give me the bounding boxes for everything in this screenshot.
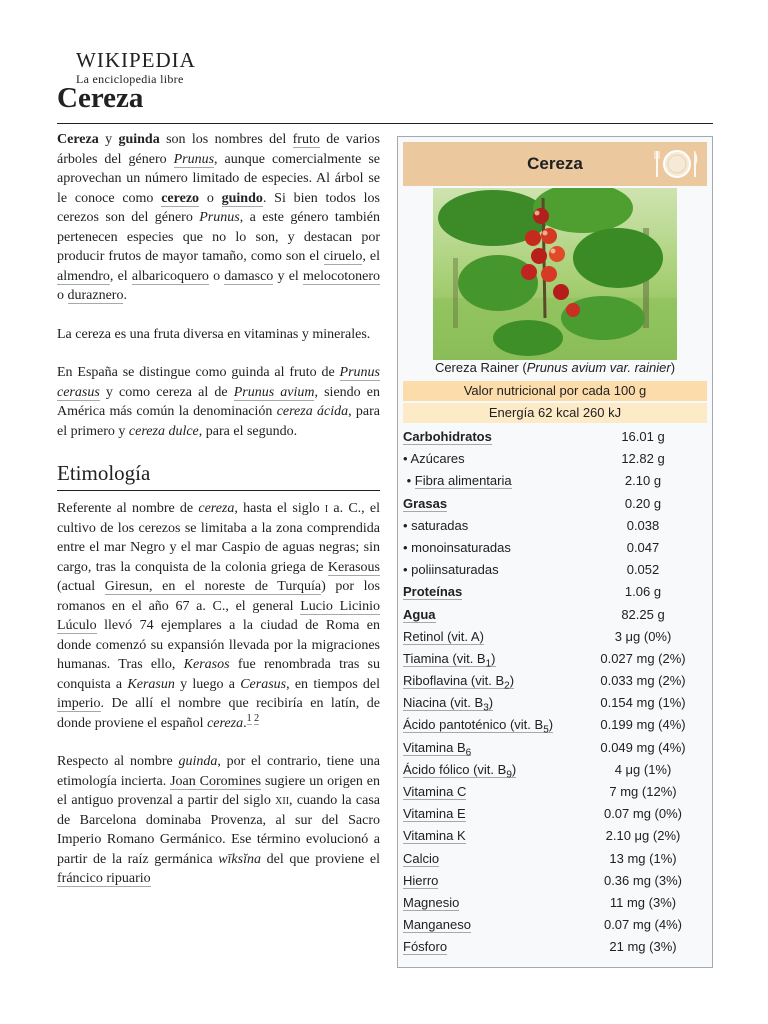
link-giresun[interactable]: Giresun, en el noreste de Turquía bbox=[104, 579, 322, 594]
nutrient-value: 0.07 mg (4%) bbox=[603, 917, 683, 933]
nutrient-value: 2.10 g bbox=[624, 473, 662, 489]
title-divider bbox=[57, 123, 713, 124]
link-albaricoquero[interactable]: albaricoquero bbox=[131, 268, 209, 284]
nutrient-value: 7 mg (12%) bbox=[609, 784, 677, 799]
nutrient-label bbox=[403, 936, 447, 958]
label-text: • monoinsaturadas bbox=[403, 539, 511, 555]
table-row bbox=[403, 781, 707, 803]
link-fruto[interactable]: fruto bbox=[292, 132, 320, 147]
nutrient-label bbox=[403, 648, 496, 670]
table-row bbox=[403, 914, 707, 936]
plate-icon bbox=[653, 148, 701, 180]
label-text: ) bbox=[511, 761, 517, 777]
text: Respecto al nombre bbox=[57, 754, 179, 769]
paragraph-intro bbox=[57, 130, 380, 306]
link-magnesio[interactable]: Magnesio bbox=[403, 894, 460, 910]
nutrient-label bbox=[403, 803, 466, 825]
subscript: 5 bbox=[543, 725, 549, 737]
text: y bbox=[98, 132, 119, 147]
link-melocotonero[interactable]: melocotonero bbox=[303, 268, 380, 284]
label-text: Tiamina (vit. B bbox=[403, 650, 486, 666]
label-text: Ácido fólico (vit. B bbox=[403, 761, 507, 777]
text: y como cereza al de bbox=[99, 384, 234, 400]
table-row bbox=[403, 737, 707, 759]
energy-row: Energía 62 kcal 260 kJ bbox=[403, 403, 707, 423]
link-almendro[interactable]: almendro bbox=[57, 268, 110, 284]
table-row bbox=[403, 515, 707, 537]
bold-term: Cereza bbox=[57, 132, 99, 147]
label-text: • Azúcares bbox=[403, 451, 465, 467]
label-text: ) bbox=[488, 695, 494, 711]
text: Cereza Rainer ( bbox=[434, 360, 527, 375]
table-row bbox=[403, 936, 707, 958]
nutrient-value: 12.82 g bbox=[621, 451, 665, 467]
text: son los nombres del bbox=[159, 132, 293, 147]
italic-text: cereza bbox=[198, 501, 235, 516]
nutrient-value: 21 mg (3%) bbox=[609, 939, 677, 955]
table-row bbox=[403, 448, 707, 470]
nutrient-value: 16.01 g bbox=[621, 429, 665, 444]
logo-tagline: La enciclopedia libre bbox=[76, 72, 184, 86]
nutrient-value: 0.047 bbox=[626, 539, 660, 555]
nutrient-value: 0.199 mg (4%) bbox=[600, 717, 686, 733]
reference-1[interactable]: 1 bbox=[246, 712, 252, 724]
italic-text: guinda bbox=[178, 754, 218, 769]
reference-2[interactable]: 2 bbox=[254, 712, 260, 724]
label-text: ) bbox=[491, 650, 496, 666]
subscript: 2 bbox=[504, 680, 510, 692]
nutrient-label bbox=[403, 626, 484, 648]
cherry-photo bbox=[433, 188, 677, 360]
text: En España se distingue como guinda al fruto de bbox=[57, 365, 340, 380]
table-row bbox=[403, 537, 707, 559]
nutrient-value: 3 μg (0%) bbox=[614, 628, 672, 644]
table-row bbox=[403, 803, 707, 825]
nutrient-label bbox=[403, 870, 438, 892]
link-riboflavina[interactable] bbox=[403, 673, 515, 692]
text: fue renombrada tras su conquista a bbox=[57, 657, 380, 692]
link-guindo[interactable]: guindo bbox=[221, 190, 263, 206]
text: . Si bien todos los cerezos son del género bbox=[57, 190, 380, 225]
link-hierro[interactable]: Hierro bbox=[403, 872, 439, 888]
text: . bbox=[123, 288, 127, 303]
subscript: 3 bbox=[483, 702, 489, 714]
nutrient-value: 11 mg (3%) bbox=[609, 894, 677, 910]
text: o bbox=[57, 288, 68, 303]
link-luculo[interactable]: Lucio Licinio Lúculo bbox=[57, 598, 381, 633]
text: y luego a bbox=[174, 676, 241, 692]
text: ) bbox=[670, 360, 676, 375]
link-manganeso[interactable]: Manganeso bbox=[403, 917, 471, 933]
nutrient-label bbox=[403, 825, 466, 847]
italic-text: wīksĭna bbox=[218, 851, 261, 867]
label-text: • poliinsaturadas bbox=[403, 562, 499, 578]
paragraph-etimologia-guinda bbox=[57, 752, 380, 889]
nutrient-value: 0.20 g bbox=[624, 495, 662, 511]
article-body bbox=[57, 130, 380, 908]
label-text: • saturadas bbox=[403, 517, 469, 533]
text: , para el segundo. bbox=[198, 423, 298, 439]
link-vitamina-e[interactable]: Vitamina E bbox=[403, 806, 466, 822]
link-prunus-avium[interactable]: Prunus avium bbox=[233, 384, 315, 400]
italic-text: cereza dulce bbox=[128, 423, 199, 439]
table-row bbox=[403, 692, 707, 714]
nutrient-label bbox=[403, 448, 465, 470]
link-retinol[interactable]: Retinol (vit. A) bbox=[403, 628, 484, 644]
page-title: Cereza bbox=[57, 82, 144, 114]
italic-text: cereza bbox=[207, 715, 244, 731]
label-text: ) bbox=[548, 717, 554, 733]
nutrient-label bbox=[403, 604, 436, 626]
nutrient-label bbox=[403, 581, 462, 603]
text: . De allí el nombre que recibiría en latín, de donde proviene el español bbox=[57, 696, 380, 731]
italic-text: Kerasos bbox=[183, 657, 230, 672]
text: a. C., el cultivo de los cerezos se limitaba a la zona comprendida entre el mar Negro y el mar Caspio de aguas negras; sin cargo, tras la conquista de la colonia griega de bbox=[57, 501, 381, 575]
nutrient-label: • Fibra alimentaria bbox=[403, 473, 512, 489]
text: o bbox=[208, 268, 225, 284]
italic-text: Prunus bbox=[199, 210, 240, 225]
table-row bbox=[403, 581, 707, 603]
table-row bbox=[403, 493, 707, 515]
image-caption bbox=[403, 360, 707, 375]
text: o bbox=[199, 190, 222, 206]
nutrient-label bbox=[403, 426, 492, 448]
nutrient-label bbox=[403, 493, 447, 515]
link-tiamina[interactable] bbox=[403, 650, 496, 670]
nutrient-value: 4 μg (1%) bbox=[614, 761, 672, 777]
section-heading-etimologia: Etimología bbox=[57, 460, 380, 491]
nutrient-value: 0.038 bbox=[626, 517, 660, 533]
link-duraznero[interactable]: duraznero bbox=[67, 288, 124, 303]
nutrient-value: 0.027 mg (2%) bbox=[600, 650, 686, 666]
link-vitamina-b6[interactable] bbox=[403, 739, 472, 759]
link-franco-ripuario[interactable]: fráncico ripuario bbox=[57, 871, 151, 886]
italic-text: Cerasus bbox=[240, 676, 287, 692]
link-acido-pantotenico[interactable] bbox=[403, 717, 554, 737]
nutrient-value: 0.07 mg (0%) bbox=[603, 806, 683, 822]
nutrient-value: 13 mg (1%) bbox=[609, 850, 677, 866]
link-fibra[interactable]: Fibra alimentaria bbox=[414, 473, 512, 489]
link-agua[interactable]: Agua bbox=[403, 606, 436, 622]
label-text: Ácido pantoténico (vit. B bbox=[403, 717, 544, 733]
nutrient-value: 2.10 μg (2%) bbox=[605, 828, 681, 844]
nutrient-label bbox=[403, 559, 499, 581]
nutrient-value: 0.154 mg (1%) bbox=[600, 695, 686, 711]
link-damasco[interactable]: damasco bbox=[224, 268, 274, 284]
paragraph-etimologia-cereza bbox=[57, 499, 380, 733]
table-row bbox=[403, 626, 707, 648]
nutrient-label bbox=[403, 670, 514, 692]
nutrient-label bbox=[403, 759, 516, 781]
nutrient-label bbox=[403, 692, 493, 714]
text: de varios árboles del género bbox=[57, 132, 380, 167]
bold-term: guinda bbox=[118, 132, 160, 147]
logo-wordmark: WIKIPEDIA bbox=[76, 48, 196, 72]
nutrient-value: 0.049 mg (4%) bbox=[600, 739, 686, 755]
text: , en tiempos del bbox=[286, 676, 381, 692]
table-row bbox=[403, 759, 707, 781]
link-vitamina-c[interactable]: Vitamina C bbox=[403, 784, 467, 799]
link-calcio[interactable]: Calcio bbox=[403, 850, 440, 866]
label-text: Niacina (vit. B bbox=[403, 695, 484, 711]
text: ) por los romanos en el año 67 a. C., el general bbox=[57, 579, 380, 614]
subscript: 6 bbox=[465, 747, 472, 759]
nutrient-label bbox=[403, 537, 511, 559]
text: , el bbox=[109, 268, 132, 284]
paragraph-espana bbox=[57, 363, 380, 441]
link-grasas[interactable]: Grasas bbox=[403, 495, 448, 511]
text: Referente al nombre de bbox=[57, 501, 199, 516]
table-row bbox=[403, 825, 707, 847]
text: sugiere un origen en el antiguo provenzal a partir del siglo bbox=[57, 773, 380, 808]
century-numeral: i bbox=[324, 501, 329, 516]
table-row bbox=[403, 892, 707, 914]
link-carbohidratos[interactable]: Carbohidratos bbox=[403, 429, 492, 444]
table-row bbox=[403, 670, 707, 692]
text: , siendo en América más común la denominación bbox=[57, 384, 380, 419]
table-row bbox=[403, 470, 707, 492]
link-proteinas[interactable]: Proteínas bbox=[403, 584, 463, 600]
nutrient-label bbox=[403, 914, 471, 936]
link-fosforo[interactable]: Fósforo bbox=[403, 939, 448, 955]
nutrient-value: 0.36 mg (3%) bbox=[603, 872, 683, 888]
nutrient-value: 82.25 g bbox=[621, 606, 665, 622]
nutrient-value: 0.052 bbox=[626, 562, 660, 578]
nutrient-value: 0.033 mg (2%) bbox=[600, 673, 686, 689]
text: , para el primero y bbox=[57, 404, 381, 439]
label-text: ) bbox=[509, 673, 515, 689]
label-text: Vitamina B bbox=[403, 739, 466, 755]
link-acido-folico[interactable] bbox=[403, 761, 517, 781]
link-prunus-cerasus[interactable]: Prunus cerasus bbox=[57, 365, 380, 400]
nutrient-value: 1.06 g bbox=[624, 584, 662, 600]
link-vitamina-k[interactable]: Vitamina K bbox=[403, 828, 466, 844]
nutrition-header: Valor nutricional por cada 100 g bbox=[403, 381, 707, 401]
text: del que proviene el bbox=[260, 851, 380, 867]
infobox bbox=[397, 136, 713, 968]
nutrient-label bbox=[403, 737, 471, 759]
nutrition-table bbox=[403, 426, 707, 959]
text: , aunque comercialmente se aprovechan un número limitado de especies. Al árbol se le conoce como bbox=[57, 151, 380, 206]
table-row bbox=[403, 714, 707, 736]
text: , por el contrario, tiene una etimología incierta. bbox=[57, 754, 381, 789]
text: , hasta el siglo bbox=[234, 501, 325, 516]
table-row bbox=[403, 426, 707, 448]
nutrient-label bbox=[403, 515, 468, 537]
subscript: 1 bbox=[485, 658, 492, 670]
italic-text: Prunus avium var. rainier bbox=[526, 360, 671, 375]
link-ciruelo[interactable]: ciruelo bbox=[323, 249, 363, 264]
link-niacina[interactable] bbox=[403, 695, 494, 714]
text: , cuando la casa de Barcelona dominaba Provenza, al sur del Sacro Imperio Romano Germánico. Ese término evolucionó a partir de la raíz germánica bbox=[57, 793, 381, 867]
table-row bbox=[403, 870, 707, 892]
italic-text: Kerasun bbox=[127, 676, 175, 692]
link-cerezo[interactable]: cerezo bbox=[161, 190, 200, 206]
table-row bbox=[403, 848, 707, 870]
text: (actual bbox=[57, 579, 105, 594]
nutrient-label bbox=[403, 848, 439, 870]
text: . bbox=[243, 715, 247, 731]
table-row bbox=[403, 648, 707, 670]
link-kerasous[interactable]: Kerasous bbox=[327, 559, 380, 575]
century-numeral: xii bbox=[275, 793, 290, 808]
link-imperio[interactable]: imperio bbox=[57, 696, 101, 711]
link-prunus[interactable]: Prunus bbox=[173, 151, 215, 167]
nutrient-label bbox=[403, 781, 466, 803]
link-coromines[interactable]: Joan Coromines bbox=[170, 773, 262, 789]
nutrient-label bbox=[403, 892, 459, 914]
paragraph-vitaminas: La cereza es una fruta diversa en vitaminas y minerales. bbox=[57, 326, 371, 342]
label-text: Riboflavina (vit. B bbox=[403, 673, 505, 689]
nutrient-label bbox=[403, 714, 553, 736]
text: y el bbox=[273, 268, 304, 284]
text: , a este género también pertenecen especies que no lo son, y destacan por producir frutos de mayor tamaño, como son el bbox=[57, 210, 381, 264]
infobox-title: Cereza bbox=[527, 154, 583, 173]
subscript: 9 bbox=[506, 769, 512, 781]
italic-text: cereza ácida bbox=[276, 404, 349, 419]
infobox-header bbox=[403, 142, 707, 186]
table-row bbox=[403, 604, 707, 626]
text: llevó 74 ejemplares a la ciudad de Roma en donde comenzó su expansión llevada por la migraciones humanas. Tras ello, bbox=[57, 618, 380, 672]
table-row bbox=[403, 559, 707, 581]
text: , el bbox=[362, 249, 381, 264]
